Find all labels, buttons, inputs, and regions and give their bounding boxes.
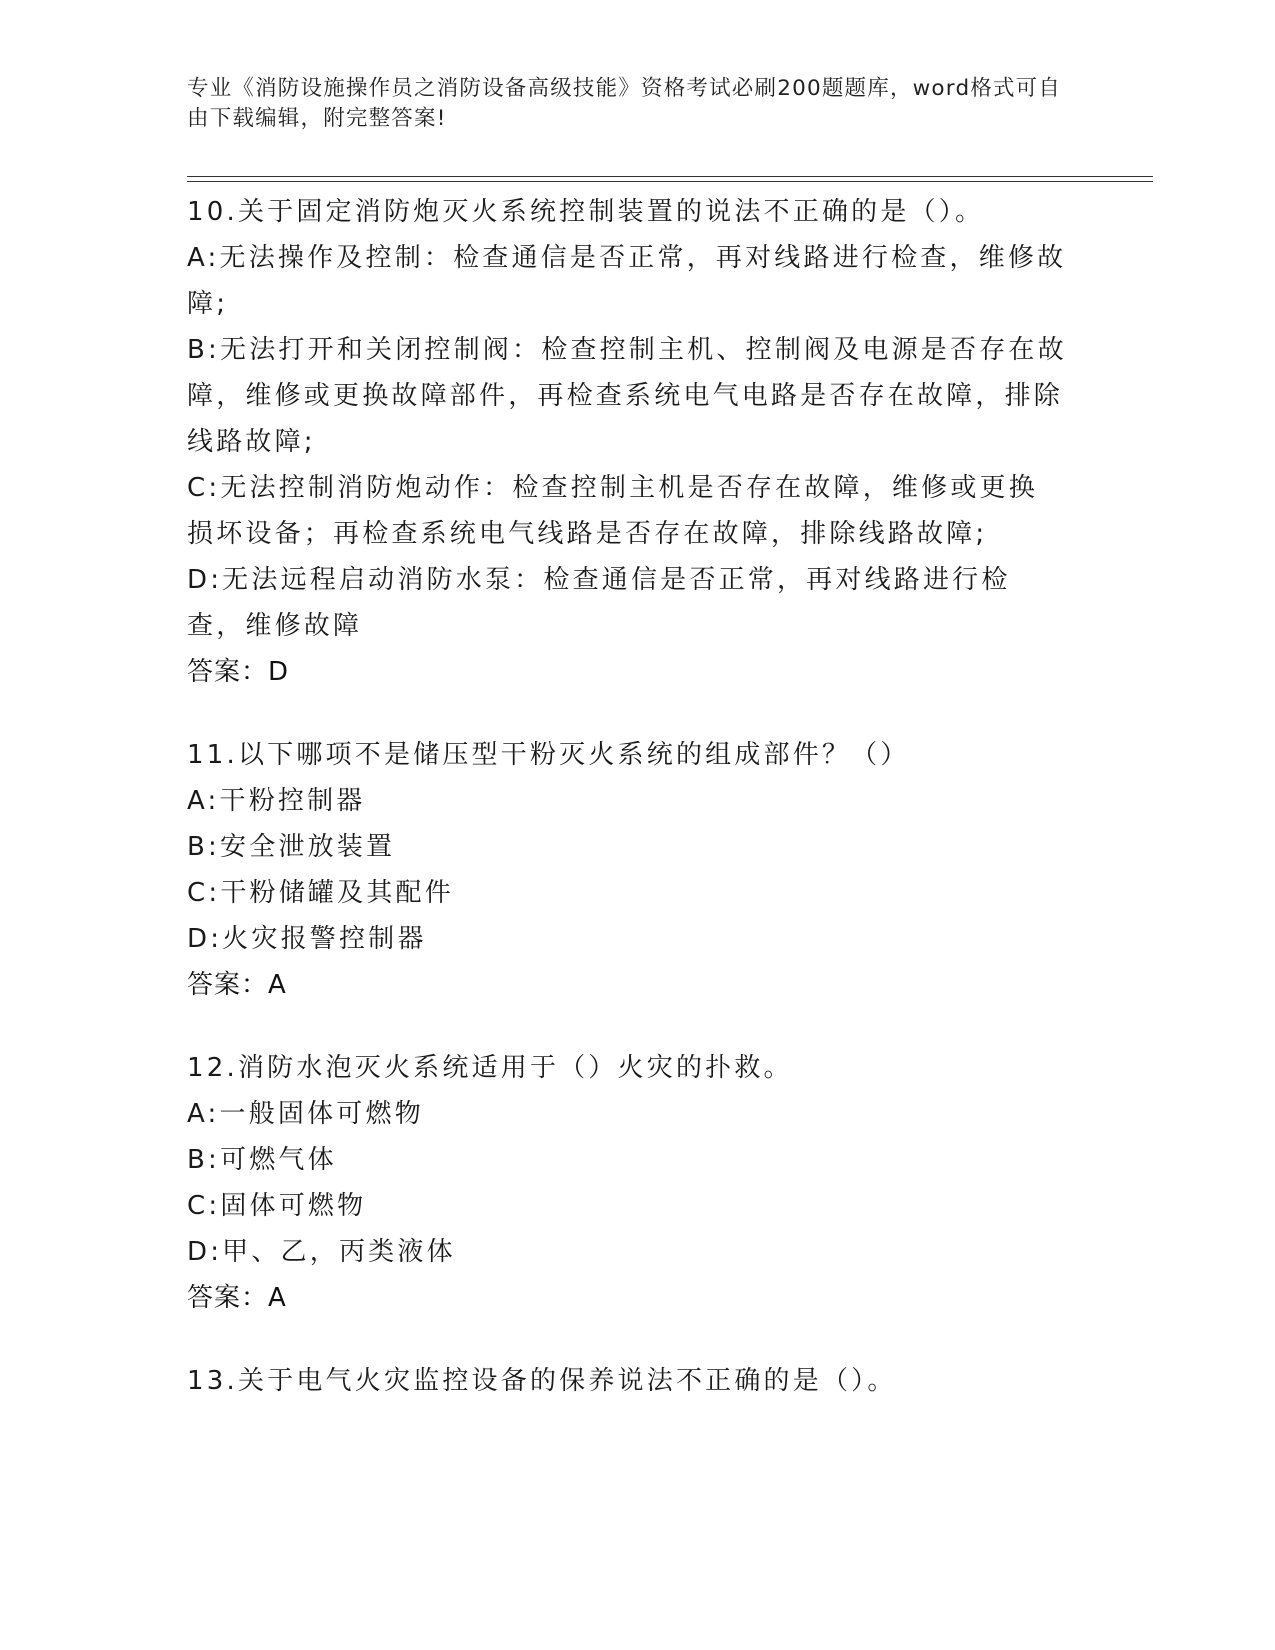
question-stem: 13.关于电气火灾监控设备的保养说法不正确的是（）。 — [187, 1366, 897, 1396]
option-b: B:安全泄放装置 — [187, 832, 396, 862]
answer-line: 答案：D — [187, 657, 290, 687]
answer-line: 答案：A — [187, 970, 287, 1000]
option-a: A:一般固体可燃物 — [187, 1099, 424, 1129]
option-a: A:无法操作及控制：检查通信是否正常，再对线路进行检查，维修故障; — [187, 243, 1067, 319]
question-stem: 12.消防水泡灭火系统适用于（）火灾的扑救。 — [187, 1053, 793, 1083]
question-13 — [187, 1358, 1067, 1404]
question-stem: 10.关于固定消防炮灭火系统控制装置的说法不正确的是（）。 — [187, 197, 985, 227]
answer-line: 答案：A — [187, 1283, 287, 1313]
question-12 — [187, 1045, 1067, 1321]
option-d: D:火灾报警控制器 — [187, 924, 427, 954]
question-list — [187, 189, 1067, 1441]
question-11 — [187, 732, 1067, 1008]
question-10 — [187, 189, 1067, 695]
option-b: B:无法打开和关闭控制阀：检查控制主机、控制阀及电源是否存在故障，维修或更换故障部件，再检查系统电气电路是否存在故障，排除线路故障; — [187, 335, 1067, 457]
question-stem: 11.以下哪项不是储压型干粉灭火系统的组成部件？（） — [187, 740, 910, 770]
option-d: D:甲、乙，丙类液体 — [187, 1237, 456, 1267]
document-intro: 专业《消防设施操作员之消防设备高级技能》资格考试必刷200题题库，word格式可自由下载编辑，附完整答案! — [187, 76, 1062, 131]
option-d: D:无法远程启动消防水泵：检查通信是否正常，再对线路进行检查，维修故障 — [187, 565, 1011, 641]
option-a: A:干粉控制器 — [187, 786, 366, 816]
header-divider-top — [187, 176, 1153, 177]
option-c: C:固体可燃物 — [187, 1191, 367, 1221]
header-divider-bottom — [187, 181, 1153, 182]
option-c: C:干粉储罐及其配件 — [187, 878, 454, 908]
option-b: B:可燃气体 — [187, 1145, 337, 1175]
option-c: C:无法控制消防炮动作：检查控制主机是否存在故障，维修或更换损坏设备；再检查系统电气线路是否存在故障，排除线路故障; — [187, 473, 1038, 549]
